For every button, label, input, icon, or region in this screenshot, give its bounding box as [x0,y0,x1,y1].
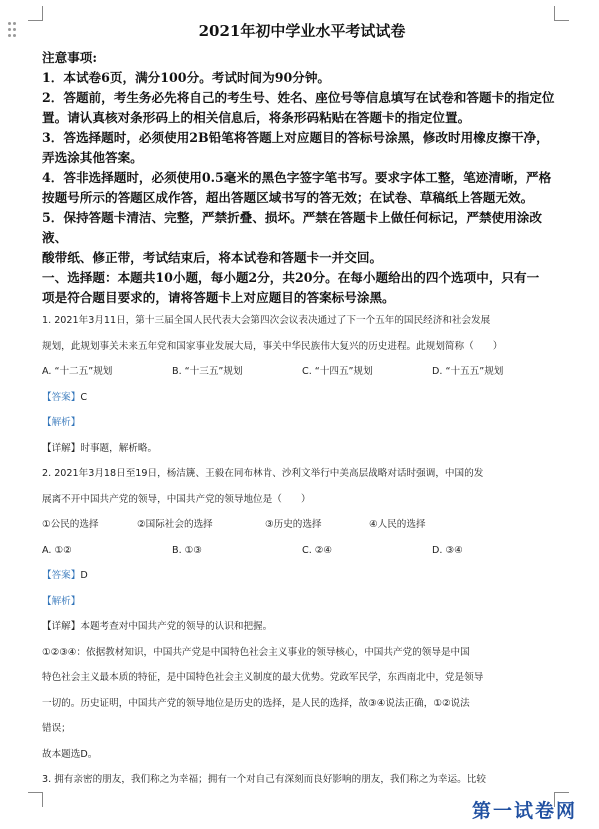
choice-3: ③历史的选择 [265,519,322,530]
question-stem: 3. 拥有亲密的朋友，我们称之为幸福；拥有一个对自己有深刻而良好影响的朋友，我们称之为幸运。比较 [42,774,486,785]
option-d: D. ③④ [432,544,463,556]
choice-1: ①公民的选择 [42,519,99,530]
detail-text: 时事题，解析略。 [80,442,158,454]
analysis-tag: 【解析】 [42,595,81,607]
choice-2: ②国际社会的选择 [137,519,213,530]
notice-line: 置。请认真核对条形码上的相关信息后，将条形码粘贴在答题卡的指定位置。 [42,110,471,125]
notice-line: 3．答选择题时，必须使用2B铅笔将答题上对应题目的答标号涂黑，修改时用橡皮擦干净， [42,130,549,145]
notice-heading: 注意事项: [42,50,98,65]
question-stem: 规划，此规划事关未来五年党和国家事业发展大局，事关中华民族伟大复兴的历史进程。此规划简称（ ） [42,340,503,352]
option-c: C. ②④ [302,544,332,556]
detail-line: 错误； [42,723,71,734]
detail-line [42,436,562,462]
answer-tag: 【答案】 [42,570,81,581]
option-d: D. “十五五”规划 [432,366,504,377]
detail-line: 故本题选D。 [42,748,98,760]
document-content [42,20,562,793]
crop-mark-top-left [28,6,43,21]
analysis-tag: 【解析】 [42,417,81,428]
crop-mark-top-right [554,6,569,21]
site-logo: 第一试卷网 [471,800,577,822]
answer-line [42,385,562,411]
answer-value: D [80,570,88,581]
detail-line [42,614,562,640]
choice-4: ④人民的选择 [369,519,426,530]
option-a: A. “十二五”规划 [42,366,113,377]
detail-line: 一切的。历史证明，中国共产党的领导地位是历史的选择，是人民的选择，故③④说法正确，①②说法 [42,697,470,709]
question-stem: 2. 2021年3月18日至19日，杨洁篪、王毅在同布林肯、沙利文举行中美高层战略对话时强调，中国的发 [42,468,484,479]
question-options [42,359,562,385]
detail-tag: 【详解】 [42,621,81,632]
question-stem: 1. 2021年3月11日，第十三届全国人民代表大会第四次会议表决通过了下一个五年的国民经济和社会发展 [42,315,491,326]
notice-line: 按题号所示的答题区成作答，超出答题区域书写的答无效；在试卷、草稿纸上答题无效。 [42,190,534,205]
question-choices [42,512,562,538]
option-b: B. “十三五”规划 [172,366,243,377]
notice-line: 2．答题前，考生务必先将自己的考生号、姓名、座位号等信息填写在试卷和答题卡的指定位 [42,90,555,105]
question-options [42,538,562,564]
notice-line: 4．答非选择题时，必须使用0.5毫米的黑色字签字笔书写。要求字体工整，笔迹清晰，严格 [42,170,552,185]
notice-line: 1．本试卷6页，满分100分。考试时间为90分钟。 [42,70,331,85]
answer-tag: 【答案】 [42,391,81,403]
notice-line: 5．保持答题卡清洁、完整，严禁折叠、损坏。严禁在答题卡上做任何标记，严禁使用涂改液、 [42,210,542,245]
detail-tag: 【详解】 [42,442,81,454]
answer-value: C [80,391,88,403]
section-heading: 项是符合题目要求的，请将答题卡上对应题目的答案标号涂黑。 [42,290,395,305]
notice-line: 酸带纸、修正带，考试结束后，将本试卷和答题卡一并交回。 [42,250,383,265]
page-title: 2021年初中学业水平考试试卷 [198,22,406,40]
detail-line: ①②③④：依据教材知识，中国共产党是中国特色社会主义事业的领导核心，中国共产党的领导是中国 [42,646,470,658]
detail-line: 特色社会主义最本质的特征，是中国特色社会主义制度的最大优势。党政军民学，东西南北中，党是领导 [42,672,484,683]
section-heading: 一、选择题：本题共10小题，每小题2分，共20分。在每小题给出的四个选项中，只有一 [42,270,540,285]
question-stem: 展离不开中国共产党的领导，中国共产党的领导地位是（ ） [42,493,311,505]
detail-text: 本题考查对中国共产党的领导的认识和把握。 [80,621,273,632]
option-a: A. ①② [42,544,72,556]
analysis-line [42,410,562,436]
option-c: C. “十四五”规划 [302,366,373,377]
drag-handle-icon[interactable] [8,22,18,38]
notice-line: 弄选涂其他答案。 [42,150,143,165]
answer-line [42,563,562,589]
analysis-line [42,589,562,615]
crop-mark-bottom-left [28,792,43,807]
option-b: B. ①③ [172,544,202,556]
